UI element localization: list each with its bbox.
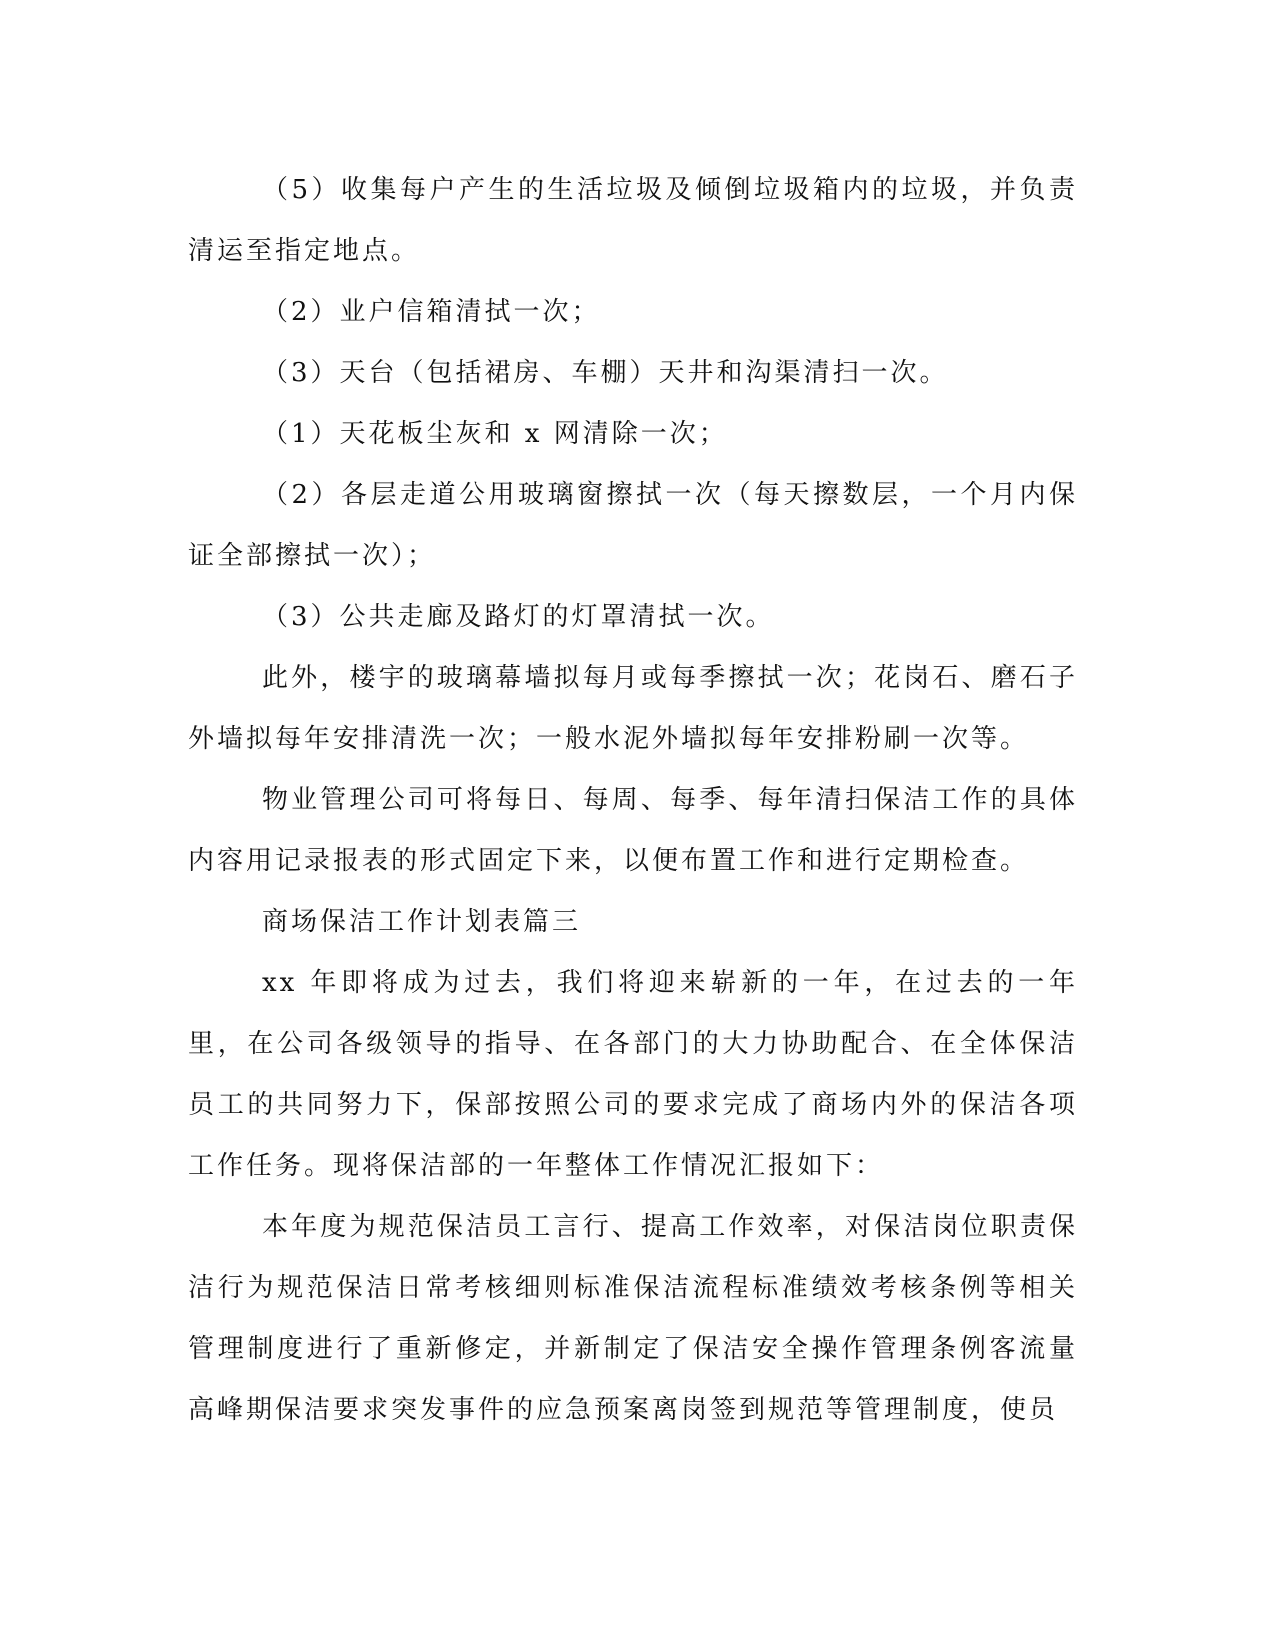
paragraph-record-forms: 物业管理公司可将每日、每周、每季、每年清扫保洁工作的具体内容用记录报表的形式固定下来，以便布置工作和进行定期检查。 [188, 785, 1078, 876]
paragraph-annual-summary: xx 年即将成为过去，我们将迎来崭新的一年，在过去的一年里，在公司各级领导的指导、在各部门的大力协助配合、在全体保洁员工的共同努力下，保部按照公司的要求完成了商场内外的保洁各项工作任务。现将保洁部的一年整体工作情况汇报如下： [188, 968, 1078, 1181]
paragraph-item-5-garbage: （5）收集每户产生的生活垃圾及倾倒垃圾箱内的垃圾，并负责清运至指定地点。 [188, 175, 1078, 266]
paragraph-rooftop: （3）天台（包括裙房、车棚）天井和沟渠清扫一次。 [262, 358, 949, 388]
paragraph-corridor-windows: （2）各层走道公用玻璃窗擦拭一次（每天擦数层，一个月内保证全部擦拭一次）； [188, 480, 1078, 571]
document-body [188, 160, 1078, 1441]
section-heading: 商场保洁工作计划表篇三 [262, 907, 582, 937]
paragraph-lamp-covers: （3）公共走廊及路灯的灯罩清拭一次。 [262, 602, 775, 632]
paragraph-ceiling: （1）天花板尘灰和 x 网清除一次； [262, 419, 728, 449]
paragraph-exterior-walls: 此外，楼宇的玻璃幕墙拟每月或每季擦拭一次；花岗石、磨石子外墙拟每年安排清洗一次；一般水泥外墙拟每年安排粉刷一次等。 [188, 663, 1078, 754]
paragraph-regulations: 本年度为规范保洁员工言行、提高工作效率，对保洁岗位职责保洁行为规范保洁日常考核细则标准保洁流程标准绩效考核条例等相关管理制度进行了重新修定，并新制定了保洁安全操作管理条例客流量高峰期保洁要求突发事件的应急预案离岗签到规范等管理制度，使员 [188, 1212, 1078, 1425]
paragraph-mailbox: （2）业户信箱清拭一次； [262, 297, 601, 327]
